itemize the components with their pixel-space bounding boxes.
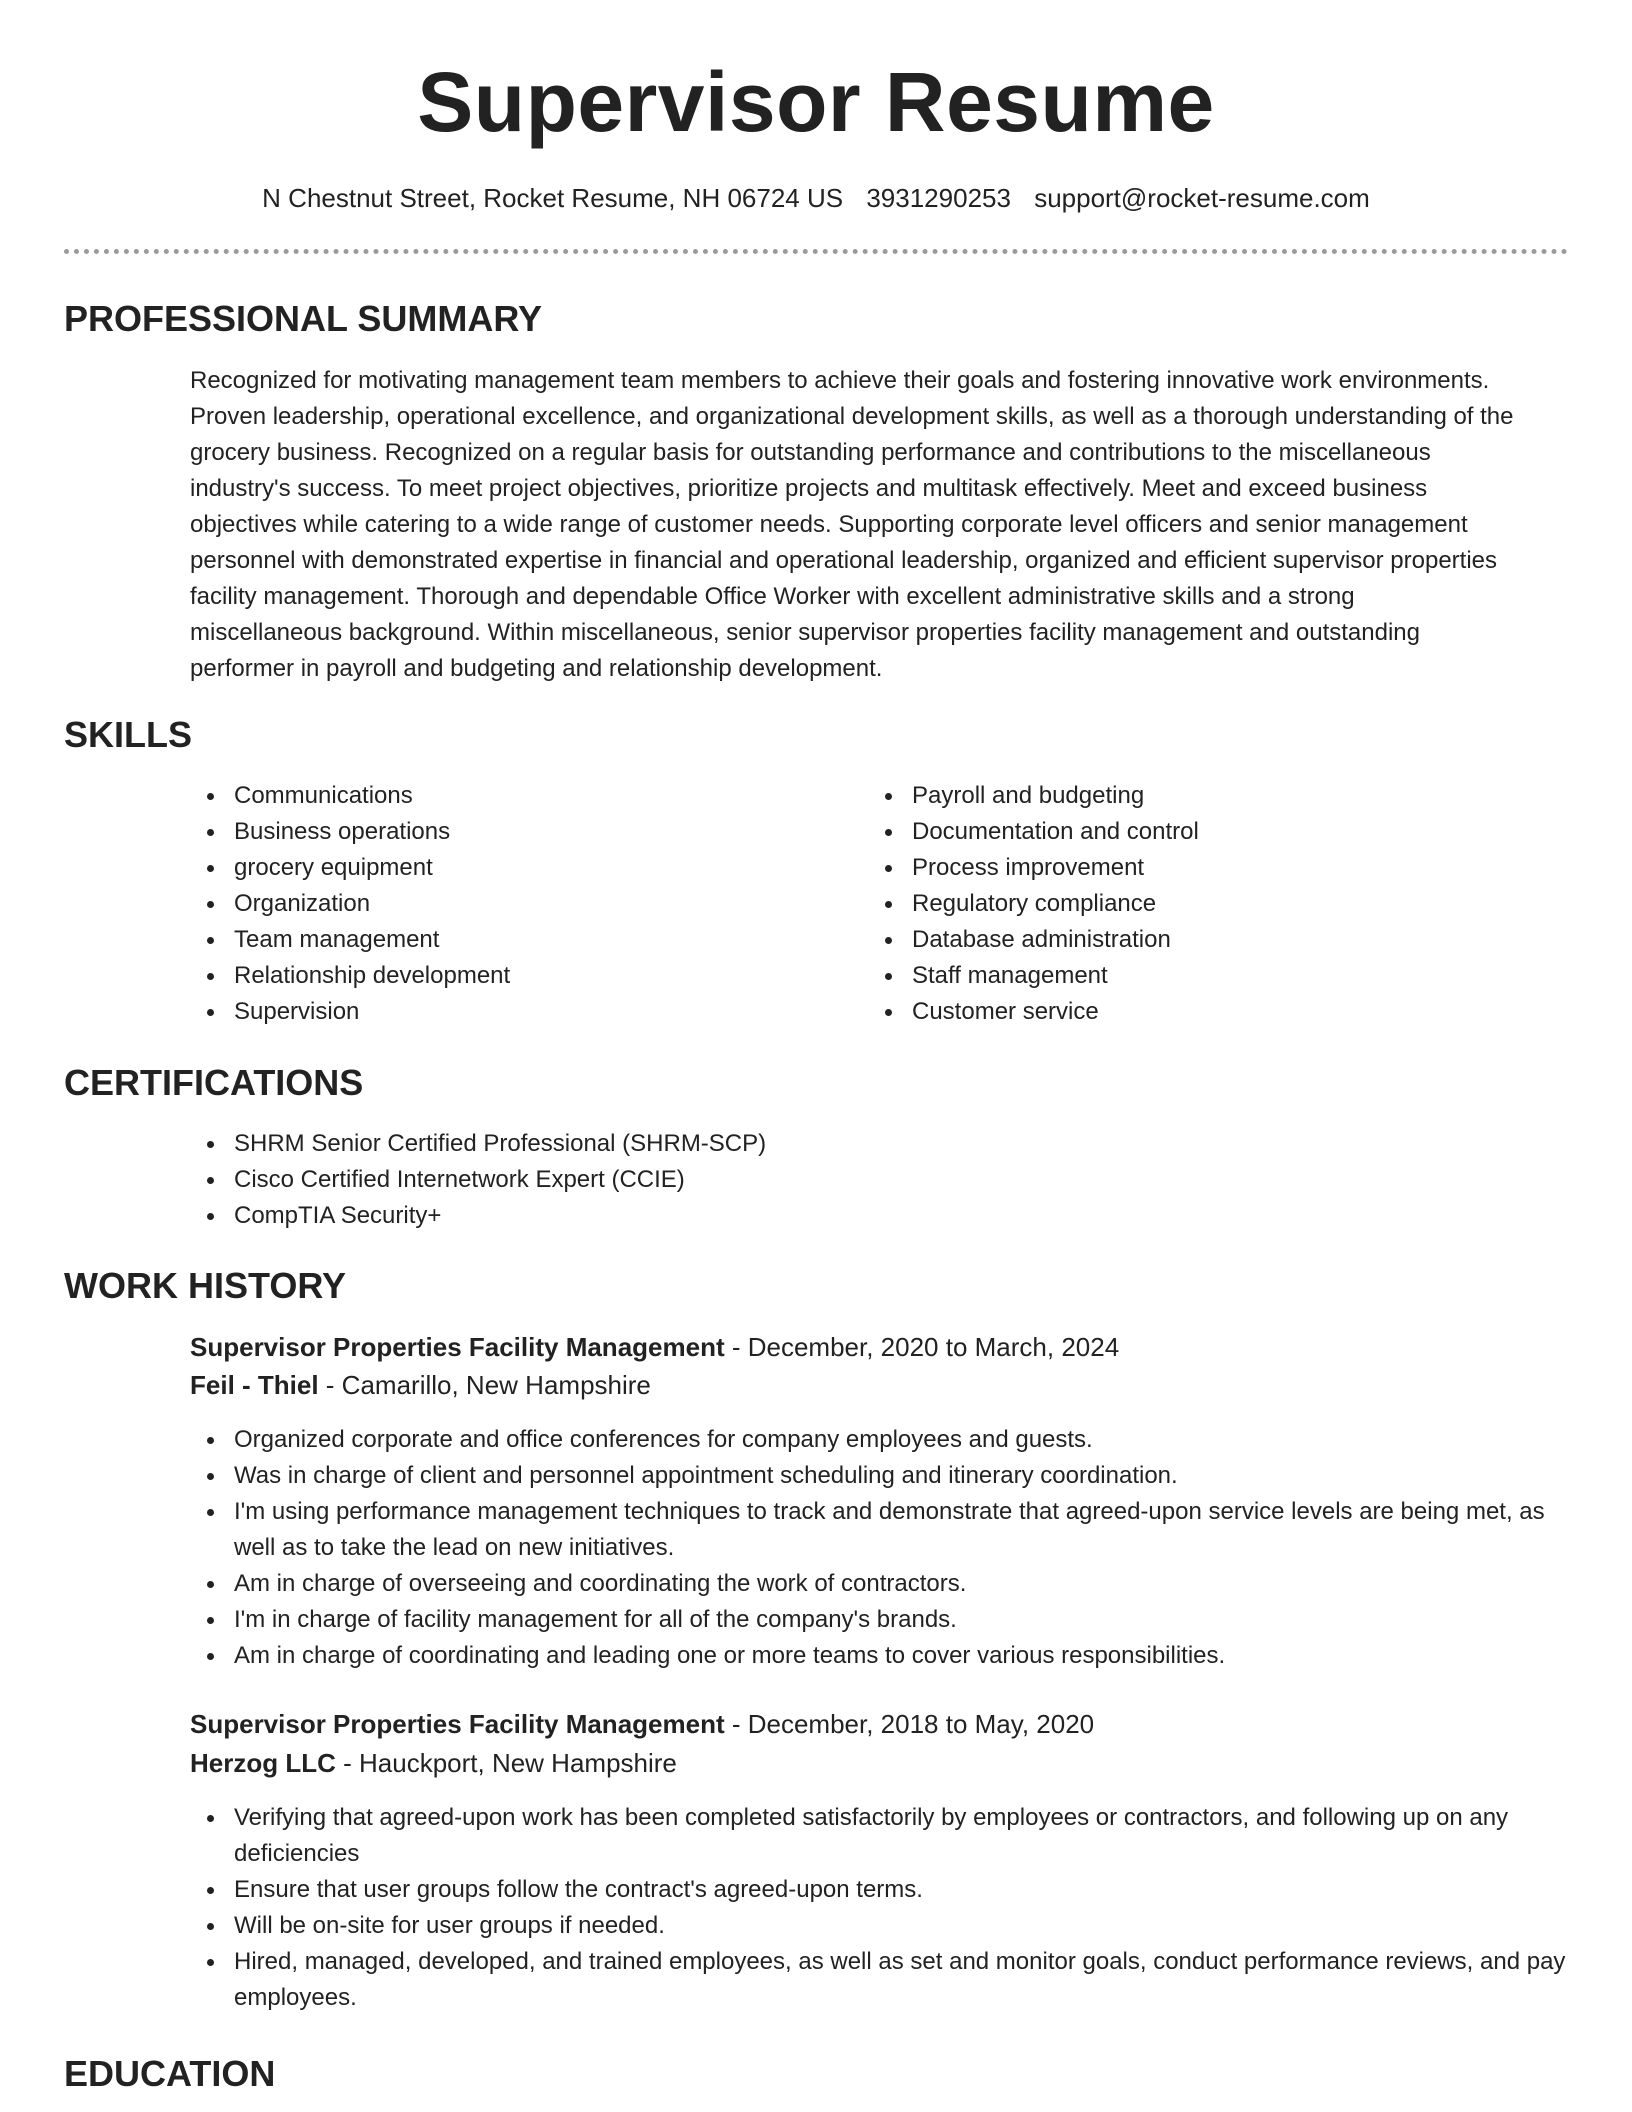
skill-item: Documentation and control <box>868 814 1508 850</box>
summary-line: performer in payroll and budgeting and relationship development. <box>190 655 883 682</box>
summary-heading: PROFESSIONAL SUMMARY <box>64 298 543 339</box>
skill-item: Organization <box>190 886 830 922</box>
skill-item: Relationship development <box>190 958 830 994</box>
skill-item: Payroll and budgeting <box>868 778 1508 814</box>
certification-item: SHRM Senior Certified Professional (SHRM-SCP) <box>190 1126 1570 1162</box>
education-heading: EDUCATION <box>64 2053 276 2094</box>
skill-item: Staff management <box>868 958 1508 994</box>
job-role: Supervisor Properties Facility Management <box>190 1332 725 1362</box>
work-history-heading: WORK HISTORY <box>64 1265 347 1306</box>
skills-heading: SKILLS <box>64 714 193 755</box>
skill-item: Supervision <box>190 994 830 1030</box>
contact-line <box>0 180 1632 216</box>
skill-item: Team management <box>190 922 830 958</box>
certification-item: CompTIA Security+ <box>190 1198 1570 1234</box>
header-divider <box>64 249 1568 254</box>
skill-item: Database administration <box>868 922 1508 958</box>
summary-line: miscellaneous background. Within miscellaneous, senior supervisor properties facility management and outstanding <box>190 619 1420 646</box>
certifications-list <box>190 1126 1570 1234</box>
summary-line: Recognized for motivating management team members to achieve their goals and fostering innovative work environments. <box>190 367 1490 394</box>
job-bullet: Will be on-site for user groups if needed. <box>190 1908 1570 1944</box>
job-title-line <box>190 1328 1119 1366</box>
job-company-line <box>190 1744 677 1782</box>
skills-list-left <box>190 778 830 1030</box>
summary-line: grocery business. Recognized on a regular basis for outstanding performance and contributions to the miscellaneous <box>190 439 1431 466</box>
job-dates: - December, 2020 to March, 2024 <box>724 1332 1120 1362</box>
summary-line: personnel with demonstrated expertise in financial and operational leadership, organized and efficient supervisor properties <box>190 547 1498 574</box>
certifications-heading: CERTIFICATIONS <box>64 1062 364 1103</box>
resume-title: Supervisor Resume <box>417 55 1215 149</box>
summary-line: industry's success. To meet project objectives, prioritize projects and multitask effectively. Meet and exceed business <box>190 475 1428 502</box>
skill-item: Customer service <box>868 994 1508 1030</box>
job-location: - Camarillo, New Hampshire <box>318 1370 651 1400</box>
job-bullet: Verifying that agreed-upon work has been completed satisfactorily by employees or contractors, and following up on any deficiencies <box>190 1800 1570 1872</box>
job-bullet: I'm in charge of facility management for all of the company's brands. <box>190 1602 1570 1638</box>
job-bullets <box>190 1422 1570 1674</box>
summary-line: objectives while catering to a wide range of customer needs. Supporting corporate level officers and senior management <box>190 511 1468 538</box>
contact-email: support@rocket-resume.com <box>1034 183 1370 213</box>
job-bullet: Am in charge of coordinating and leading one or more teams to cover various responsibilities. <box>190 1638 1570 1674</box>
job-company-line <box>190 1366 651 1404</box>
certification-item: Cisco Certified Internetwork Expert (CCIE) <box>190 1162 1570 1198</box>
job-bullet: Was in charge of client and personnel appointment scheduling and itinerary coordination. <box>190 1458 1570 1494</box>
job-dates: - December, 2018 to May, 2020 <box>724 1709 1095 1739</box>
job-company: Feil - Thiel <box>190 1370 319 1400</box>
summary-text <box>190 363 1570 687</box>
contact-phone: 3931290253 <box>866 183 1011 213</box>
skill-item: grocery equipment <box>190 850 830 886</box>
skill-item: Communications <box>190 778 830 814</box>
job-bullet: Organized corporate and office conferences for company employees and guests. <box>190 1422 1570 1458</box>
job-bullet: Am in charge of overseeing and coordinating the work of contractors. <box>190 1566 1570 1602</box>
skill-item: Business operations <box>190 814 830 850</box>
skill-item: Regulatory compliance <box>868 886 1508 922</box>
summary-line: facility management. Thorough and dependable Office Worker with excellent administrative skills and a strong <box>190 583 1355 610</box>
job-bullet: Ensure that user groups follow the contract's agreed-upon terms. <box>190 1872 1570 1908</box>
job-bullet: Hired, managed, developed, and trained employees, as well as set and monitor goals, conduct performance reviews, and pay employees. <box>190 1944 1570 2016</box>
contact-address: N Chestnut Street, Rocket Resume, NH 06724 US <box>262 183 844 213</box>
skill-item: Process improvement <box>868 850 1508 886</box>
summary-line: Proven leadership, operational excellence, and organizational development skills, as well as a thorough understanding of the <box>190 403 1514 430</box>
skills-list-right <box>868 778 1508 1030</box>
job-title-line <box>190 1705 1094 1743</box>
job-bullets <box>190 1800 1570 2016</box>
job-bullet: I'm using performance management techniques to track and demonstrate that agreed-upon service levels are being met, as well as to take the lead on new initiatives. <box>190 1494 1570 1566</box>
job-company: Herzog LLC <box>190 1748 336 1778</box>
job-location: - Hauckport, New Hampshire <box>335 1748 677 1778</box>
job-role: Supervisor Properties Facility Management <box>190 1709 725 1739</box>
